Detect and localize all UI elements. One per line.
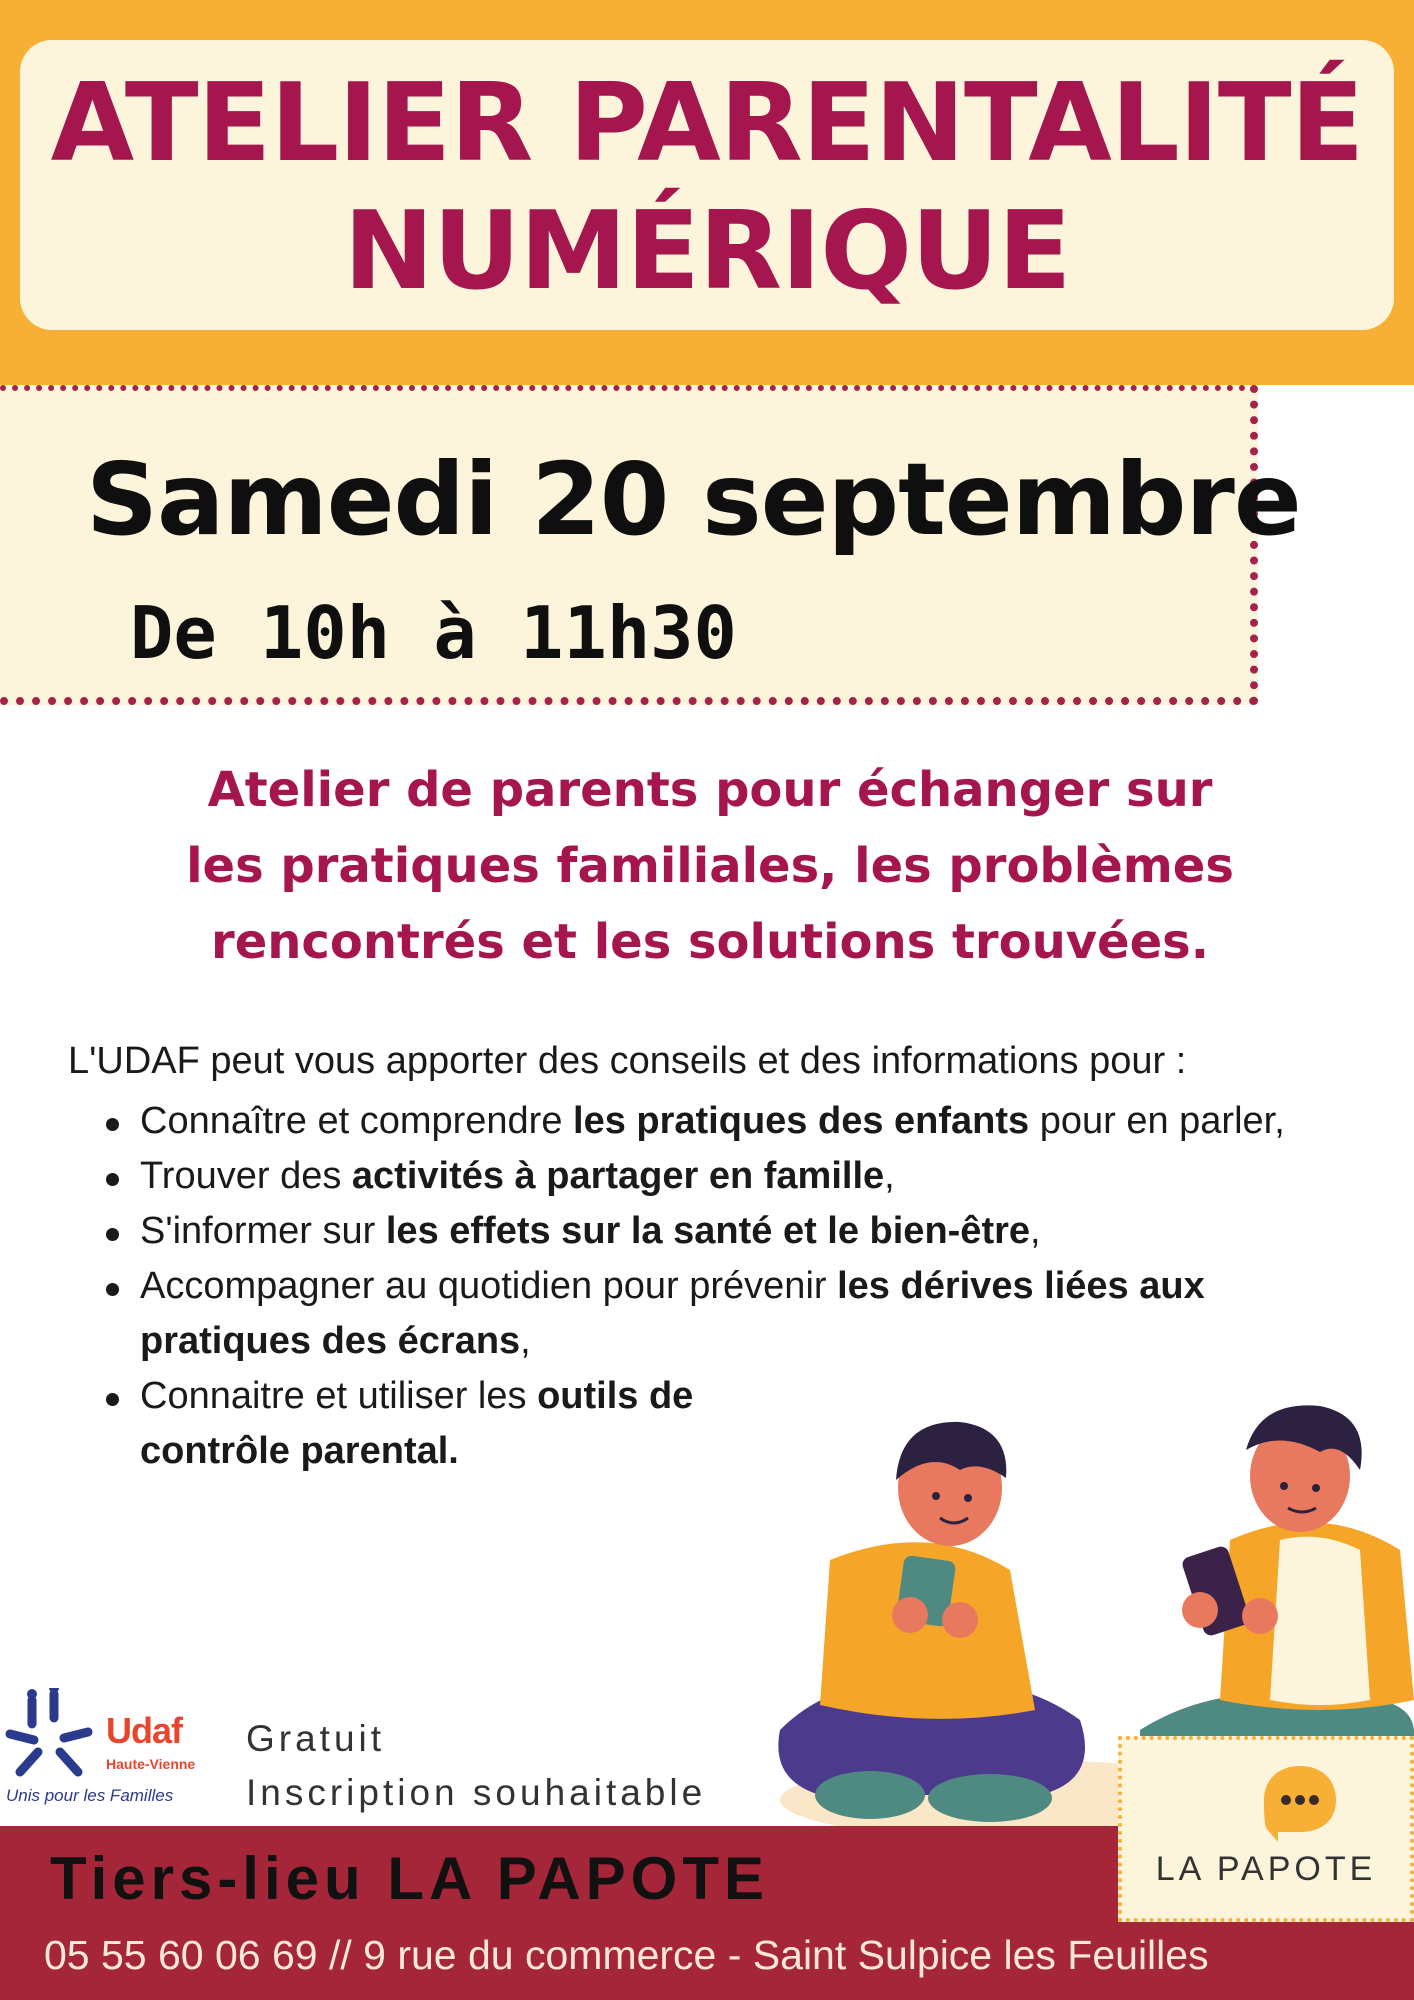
bullet-text: S'informer sur [140,1210,386,1252]
tagline-line-3: rencontrés et les solutions trouvées. [211,914,1209,970]
speech-bubble-icon [1260,1762,1340,1842]
bullet-emphasis: les pratiques des enfants [573,1100,1030,1142]
list-item [100,1259,1380,1369]
bullet-emphasis: outils de [537,1375,694,1417]
registration-label: Inscription souhaitable [246,1772,707,1813]
bullet-text: Accompagner au quotidien pour prévenir [140,1265,838,1307]
bullet-text: Connaitre et utiliser les [140,1375,538,1417]
bullet-emphasis: contrôle parental. [140,1430,459,1472]
la-papote-logo [1118,1736,1414,1922]
bullet-text: , [884,1155,895,1197]
bullet-emphasis: activités à partager en famille [351,1155,885,1197]
venue-name: Tiers-lieu LA PAPOTE [50,1845,770,1912]
udaf-wordmark: Udaf [106,1710,182,1751]
title-line-2: NUMÉRIQUE [343,189,1071,314]
bullet-text: , [1030,1210,1041,1252]
event-date: Samedi 20 septembre [86,441,1301,558]
bullet-emphasis: les dérives liées aux pratiques des écrans [140,1265,1205,1362]
price-label: Gratuit [246,1718,386,1759]
title-box [20,40,1394,330]
title-line-1: ATELIER PARENTALITÉ [50,61,1364,186]
contact-line: 05 55 60 06 69 // 9 rue du commerce - Saint Sulpice les Feuilles [44,1932,1209,1978]
udaf-logo [2,1688,212,1818]
bullet-text: , [520,1320,531,1362]
list-item [100,1149,1380,1204]
la-papote-name: LA PAPOTE [1155,1850,1377,1888]
tagline-line-1: Atelier de parents pour échanger sur [207,762,1213,818]
list-item [100,1094,1380,1149]
list-item [100,1204,1380,1259]
tagline-line-2: les pratiques familiales, les problèmes [186,838,1234,894]
event-info [246,1712,706,1820]
tagline [60,752,1360,980]
event-time: De 10h à 11h30 [130,591,737,675]
bullet-text: pour en parler, [1029,1100,1285,1142]
bullet-emphasis: les effets sur la santé et le bien-être [385,1210,1031,1252]
udaf-figures-icon [2,1688,98,1784]
udaf-motto: Unis pour les Familles [6,1786,174,1805]
date-box [0,385,1301,705]
udaf-region: Haute-Vienne [106,1756,196,1772]
bullet-text: Connaître et comprendre [140,1100,574,1142]
intro-text: L'UDAF peut vous apporter des conseils et des informations pour : [68,1040,1187,1082]
bullet-text: Trouver des [140,1155,352,1197]
